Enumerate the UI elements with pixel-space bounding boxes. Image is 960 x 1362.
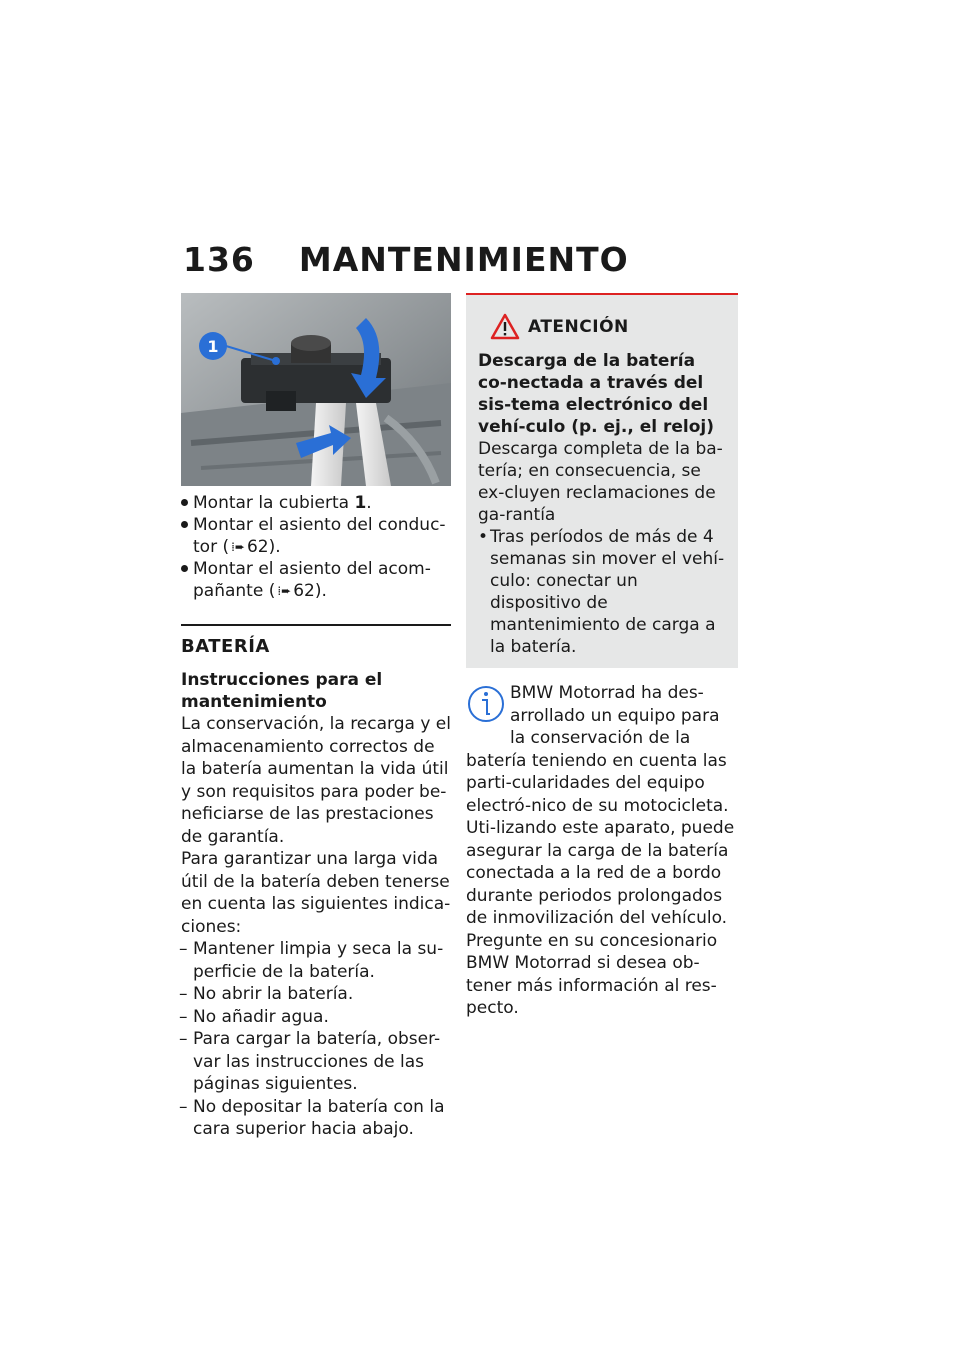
battery-illustration xyxy=(181,293,451,486)
section-title: BATERÍA xyxy=(181,636,270,657)
instruction-list xyxy=(181,938,451,1141)
list-item: – No abrir la batería. xyxy=(181,983,451,1006)
warning-list xyxy=(478,526,728,658)
list-item: – No añadir agua. xyxy=(181,1006,451,1029)
battery-cover-photo xyxy=(181,293,451,486)
list-item: – Mantener limpia y seca la su-perficie de la batería. xyxy=(181,938,451,983)
info-note xyxy=(466,682,738,1020)
left-column xyxy=(181,293,451,1141)
page-ref-arrow-icon: ⁞➨ xyxy=(231,540,245,554)
list-item: • Tras períodos de más de 4 semanas sin mover el vehí-culo: conectar un dispositivo de mantenimiento de carga a la batería. xyxy=(478,526,728,658)
list-item: – No depositar la batería con la cara superior hacia abajo. xyxy=(181,1096,451,1141)
warning-header xyxy=(478,313,728,340)
warning-title: ATENCIÓN xyxy=(528,316,629,337)
step-list xyxy=(181,492,451,602)
info-icon xyxy=(466,684,506,730)
list-item: – Para cargar la batería, obser-var las instrucciones de las páginas siguientes. xyxy=(181,1028,451,1096)
right-column xyxy=(466,293,738,1020)
warning-subtitle: Descarga de la batería co-nectada a través del sis-tema electrónico del vehí-culo (p. ej., el reloj) xyxy=(478,351,714,437)
warning-triangle-icon xyxy=(490,313,520,340)
section-divider xyxy=(181,624,451,626)
section-subtitle: Instrucciones para el mantenimiento xyxy=(181,670,383,712)
page-title: MANTENIMIENTO xyxy=(298,240,629,279)
step-item: Montar el asiento del acom-pañante ( ⁞➨ 62). xyxy=(181,558,451,602)
warning-box xyxy=(466,293,738,668)
callout-number: 1 xyxy=(207,337,219,356)
step-item: Montar el asiento del conduc-tor ( ⁞➨ 62). xyxy=(181,514,451,558)
page-ref-arrow-icon: ⁞➨ xyxy=(277,584,292,598)
page-header xyxy=(183,240,629,279)
paragraph: Para garantizar una larga vida útil de la batería deben tenerse en cuenta las siguientes indica-ciones: xyxy=(181,849,451,937)
info-text: BMW Motorrad ha des-arrollado un equipo para la conservación de la batería teniendo en cuenta las parti-cularidades del equipo electró-nico de su motocicleta. Uti-lizando este aparato, puede asegurar la carga de la batería conectada a la red de a bordo durante periodos prolongados de inmovilización del vehículo. Pregunte en su concesionario BMW Motorrad si desea ob-tener más información al res-pecto. xyxy=(466,683,735,1018)
paragraph: La conservación, la recarga y el almacenamiento correctos de la batería aumentan la vida útil y son requisitos para poder be-neficiarse de las prestaciones de garantía. xyxy=(181,714,451,847)
page-number: 136 xyxy=(183,240,255,279)
step-item: Montar la cubierta 1. xyxy=(181,492,451,514)
warning-text: Descarga completa de la ba-tería; en consecuencia, se ex-cluyen reclamaciones de ga-rantía xyxy=(478,439,723,525)
